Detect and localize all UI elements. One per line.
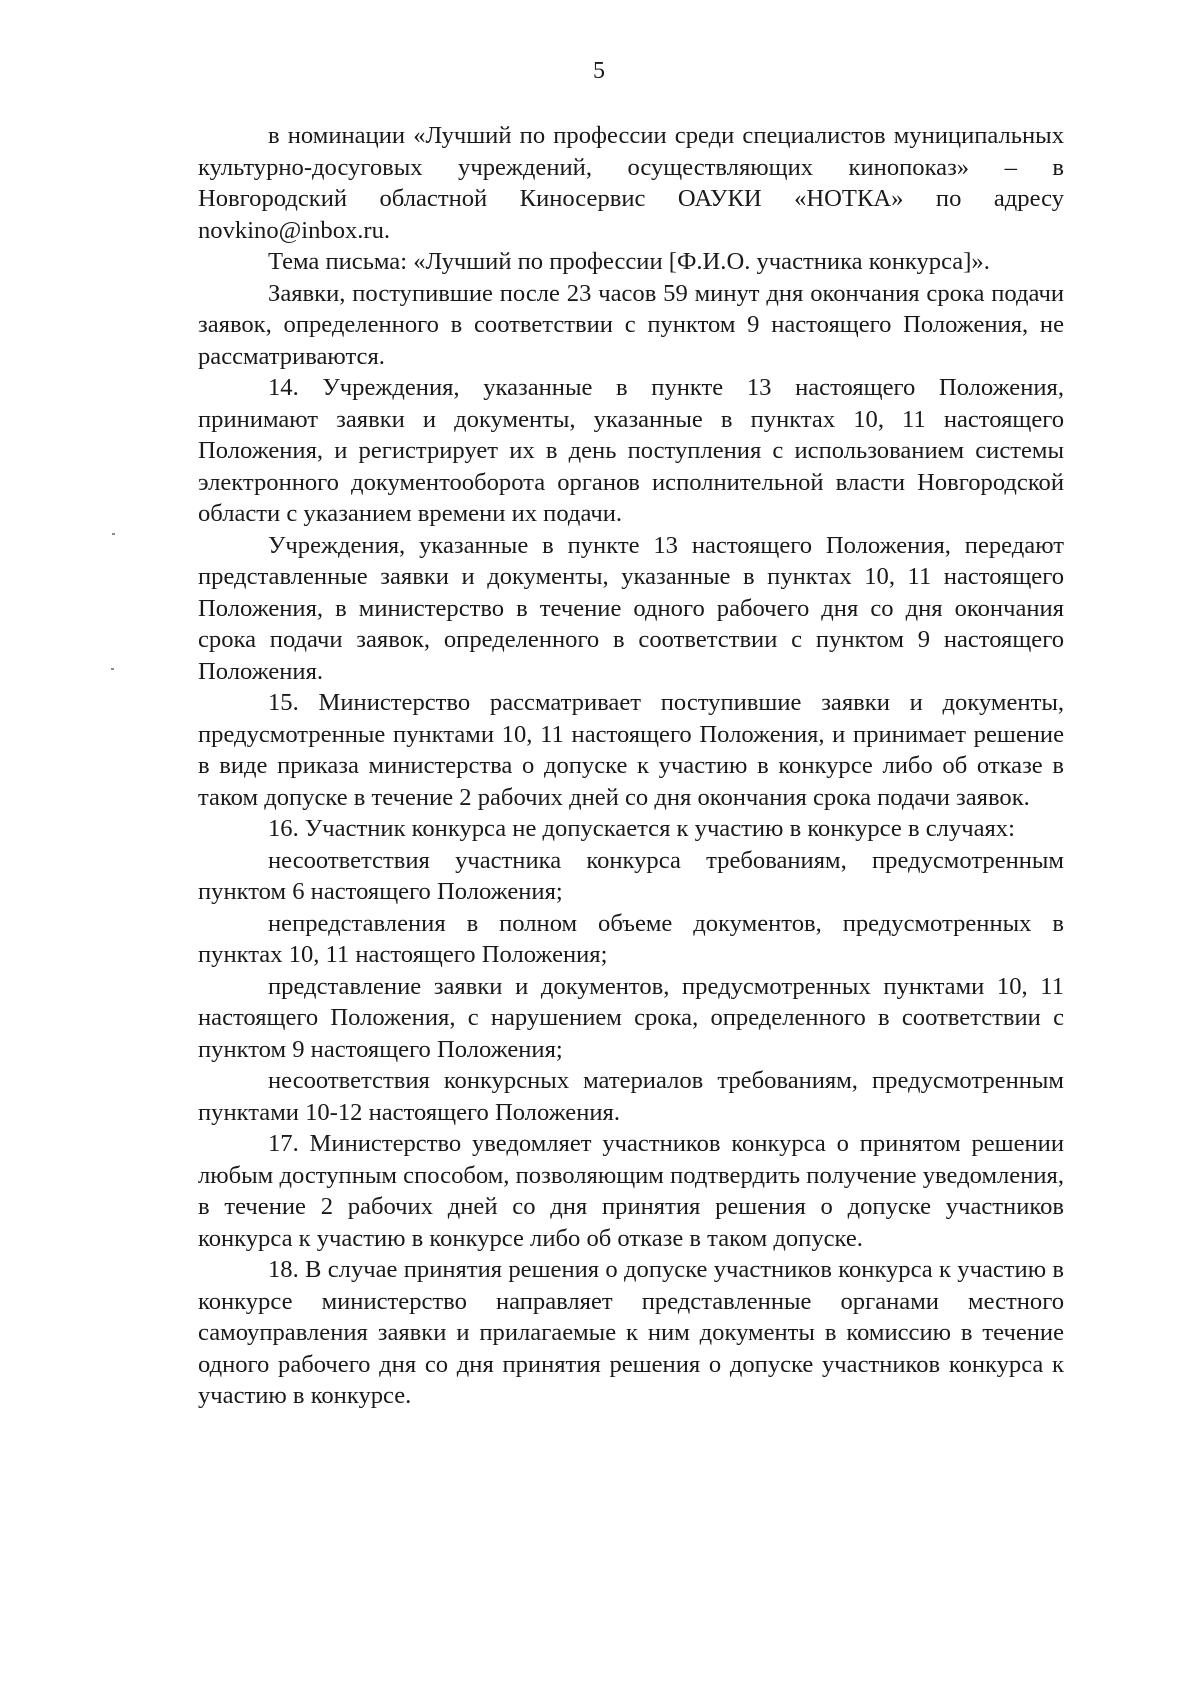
paragraph-item-16-case-1: несоответствия участника конкурса требованиям, предусмотренным пунктом 6 настоящего Положения; [198, 846, 1064, 905]
paragraph-item-14: 14. Учреждения, указанные в пункте 13 настоящего Положения, принимают заявки и документы, указанные в пунктах 10, 11 настоящего Положения, и регистрирует их в день поступления с использованием системы электронного документооборота органов исполнительной власти Новгородской области с указанием времени их подачи. [198, 374, 1064, 527]
document-body [198, 120, 1064, 1412]
page-number: 5 [593, 58, 605, 84]
paragraph-item-18: 18. В случае принятия решения о допуске участников конкурса к участию в конкурсе министерство направляет представленные органами местного самоуправления заявки и прилагаемые к ним документы в комиссию в течение одного рабочего дня со дня принятия решения о допуске участников конкурса к участию в конкурсе. [198, 1256, 1064, 1409]
paragraph-item-16: 16. Участник конкурса не допускается к участию в конкурсе в случаях: [268, 815, 1015, 842]
paragraph-email-subject: Тема письма: «Лучший по профессии [Ф.И.О. участника конкурса]». [268, 248, 990, 275]
scan-speck [111, 668, 114, 670]
paragraph-item-16-case-2: непредставления в полном объеме документов, предусмотренных в пунктах 10, 11 настоящего Положения; [198, 909, 1064, 968]
paragraph-item-16-case-3: представление заявки и документов, предусмотренных пунктами 10, 11 настоящего Положения, с нарушением срока, определенного в соответствии с пунктом 9 настоящего Положения; [198, 972, 1064, 1063]
paragraph-nomination-address: в номинации «Лучший по профессии среди специалистов муниципальных культурно-досуговых учреждений, осуществляющих кинопоказ» – в Новгородский областной Киносервис ОАУКИ «НОТКА» по адресу novkino@inbox.ru. [198, 122, 1064, 244]
paragraph-item-17: 17. Министерство уведомляет участников конкурса о принятом решении любым доступным способом, позволяющим подтвердить получение уведомления, в течение 2 рабочих дней со дня принятия решения о допуске участников конкурса к участию в конкурсе либо об отказе в таком допуске. [198, 1130, 1064, 1252]
scan-speck [112, 533, 115, 535]
paragraph-item-16-case-4: несоответствия конкурсных материалов требованиям, предусмотренным пунктами 10-12 настоящего Положения. [198, 1067, 1064, 1126]
paragraph-late-applications: Заявки, поступившие после 23 часов 59 минут дня окончания срока подачи заявок, определенного в соответствии с пунктом 9 настоящего Положения, не рассматриваются. [198, 279, 1064, 370]
paragraph-item-14-transfer: Учреждения, указанные в пункте 13 настоящего Положения, передают представленные заявки и документы, указанные в пунктах 10, 11 настоящего Положения, в министерство в течение одного рабочего дня со дня окончания срока подачи заявок, определенного в соответствии с пунктом 9 настоящего Положения. [198, 531, 1064, 685]
paragraph-item-15: 15. Министерство рассматривает поступившие заявки и документы, предусмотренные пунктами 10, 11 настоящего Положения, и принимает решение в виде приказа министерства о допуске к участию в конкурсе либо об отказе в таком допуске в течение 2 рабочих дней со дня окончания срока подачи заявок. [198, 689, 1064, 811]
